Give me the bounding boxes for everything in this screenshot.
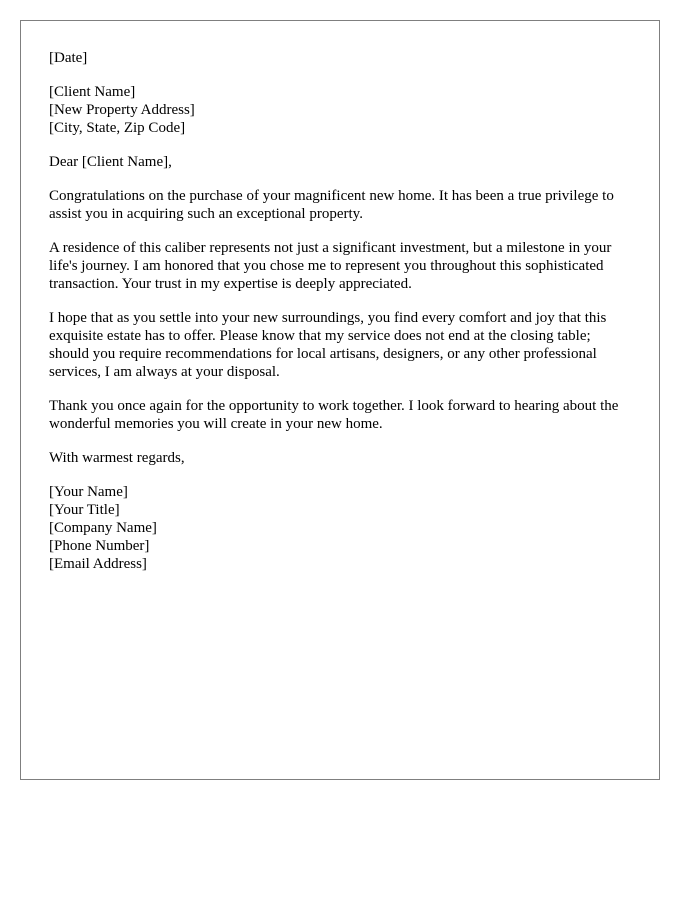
body-paragraph-4: Thank you once again for the opportunity to work together. I look forward to hearing about the wonderful memories you will create in your new home.	[49, 398, 619, 432]
body-paragraph-2: A residence of this caliber represents not just a significant investment, but a milestone in your life's journey. I am honored that you chose me to represent you throughout this sophisticated transaction. Your trust in my expertise is deeply appreciated.	[49, 240, 612, 292]
signature-title: [Your Title]	[49, 502, 120, 518]
salutation-text: Dear [Client Name],	[49, 154, 172, 170]
letter-page	[20, 20, 660, 780]
recipient-name: [Client Name]	[49, 84, 136, 100]
recipient-city-state-zip: [City, State, Zip Code]	[49, 120, 186, 136]
salutation	[49, 153, 631, 171]
body-paragraph-3: I hope that as you settle into your new surroundings, you find every comfort and joy that this exquisite estate has to offer. Please know that my service does not end at the closing table; should you require recommendations for local artisans, designers, or any other professional services, I am always at your disposal.	[49, 310, 607, 380]
signature-email: [Email Address]	[49, 556, 147, 572]
date-text: [Date]	[49, 50, 88, 66]
recipient-address: [New Property Address]	[49, 102, 195, 118]
body-paragraph-1: Congratulations on the purchase of your magnificent new home. It has been a true privilege to assist you in acquiring such an exceptional property.	[49, 188, 614, 222]
signature-phone: [Phone Number]	[49, 538, 150, 554]
signature-block	[49, 483, 631, 573]
signature-name: [Your Name]	[49, 484, 128, 500]
recipient-address-block	[49, 83, 631, 137]
letter-date	[49, 49, 631, 67]
signature-company: [Company Name]	[49, 520, 157, 536]
closing-text: With warmest regards,	[49, 450, 185, 466]
closing	[49, 449, 631, 467]
